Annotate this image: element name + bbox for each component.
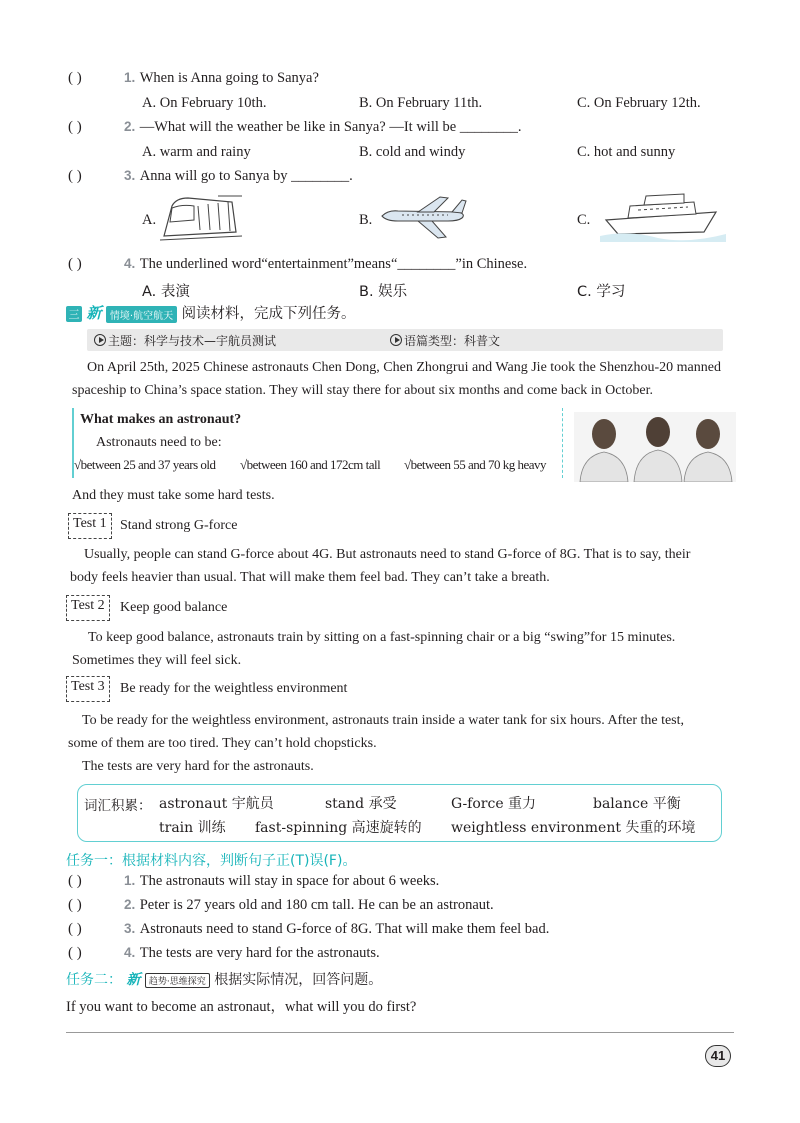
vocab-weightless: weightless environment 失重的环境 <box>451 820 696 836</box>
vocab-label: 词汇积累： <box>84 798 152 814</box>
astronauts-photo <box>574 412 736 482</box>
question-3 <box>124 168 353 185</box>
question-1 <box>124 70 319 87</box>
play-icon <box>390 334 402 346</box>
closing-line: The tests are very hard for the astronauts. <box>82 759 314 774</box>
question-number: 4. <box>124 256 136 271</box>
question-number: 3. <box>124 168 136 183</box>
q4-option-b: B. 娱乐 <box>359 284 408 300</box>
question-2 <box>124 119 521 136</box>
test-2-label: Test 2 <box>66 595 110 621</box>
q1-option-c: C. On February 12th. <box>577 95 701 111</box>
vocab-astronaut: astronaut 宇航员 <box>159 796 274 812</box>
q4-option-a: A. 表演 <box>142 284 190 300</box>
train-icon <box>158 192 246 244</box>
answer-paren-q3: ( ) <box>68 168 82 184</box>
requirement-height: √between 160 and 172cm tall <box>240 457 381 472</box>
answer-paren-t4: ( ) <box>68 945 82 961</box>
q3-option-b: B. <box>359 212 373 228</box>
airplane-icon <box>378 194 468 240</box>
task-2-header <box>66 969 382 989</box>
question-text: Anna will go to Sanya by ________. <box>139 168 353 184</box>
test-2-line-1: To keep good balance, astronauts train by sitting on a fast-spinning chair or a big “swing”for 15 minutes. <box>88 630 676 645</box>
answer-paren-q4: ( ) <box>68 256 82 272</box>
section-number: 三 <box>66 306 82 322</box>
q2-option-b: B. cold and windy <box>359 144 466 160</box>
new-mark: 新 <box>86 304 102 322</box>
task-1-title: 任务一：根据材料内容，判断句子正(T)误(F)。 <box>66 853 357 869</box>
box-right-border <box>562 408 563 478</box>
new-mark: 新 <box>126 972 141 988</box>
question-text: The underlined word“entertainment”means“________”in Chinese. <box>139 256 528 272</box>
q4-option-c: C. 学习 <box>577 284 626 300</box>
test-1-line-2: body feels heavier than usual. That will make them feel bad. They can’t take a breath. <box>70 570 550 585</box>
footer-divider <box>66 1032 734 1033</box>
q3-option-a: A. <box>142 212 157 228</box>
test-2-title: Keep good balance <box>120 600 228 615</box>
answer-paren-t2: ( ) <box>68 897 82 913</box>
question-text: When is Anna going to Sanya? <box>139 70 319 86</box>
q1-option-b: B. On February 11th. <box>359 95 483 111</box>
q2-option-c: C. hot and sunny <box>577 144 676 160</box>
test-3-label: Test 3 <box>66 676 110 702</box>
requirement-age: √between 25 and 37 years old <box>74 457 216 472</box>
test-3-line-1: To be ready for the weightless environment, astronauts train inside a water tank for six hours. After the test, <box>82 713 685 728</box>
task-2-title: 任务二： <box>66 972 122 988</box>
task-2-instruction: 根据实际情况，回答问题。 <box>214 972 383 988</box>
intro-line-2: spaceship to China’s space station. They will stay there for about six months and come back in October. <box>72 383 653 398</box>
requirements-intro: Astronauts need to be: <box>96 435 222 450</box>
intro-line-1: On April 25th, 2025 Chinese astronauts Chen Dong, Chen Zhongrui and Wang Jie took the Shenzhou-20 manned <box>87 360 721 375</box>
vocab-fast-spinning: fast-spinning 高速旋转的 <box>255 820 422 836</box>
task-2-question: If you want to become an astronaut，what will you do first? <box>66 999 417 1015</box>
answer-paren-q2: ( ) <box>68 119 82 135</box>
question-text: —What will the weather be like in Sanya? —It will be ________. <box>139 119 522 135</box>
section-title: 阅读材料，完成下列任务。 <box>181 306 356 322</box>
section-badge: 情境·航空航天 <box>106 306 177 323</box>
q1-option-a: A. On February 10th. <box>142 95 267 111</box>
test-3-line-2: some of them are too tired. They can’t hold chopsticks. <box>68 736 377 751</box>
ship-icon <box>598 190 728 244</box>
q2-option-a: A. warm and rainy <box>142 144 251 160</box>
requirement-weight: √between 55 and 70 kg heavy <box>404 457 547 472</box>
play-icon <box>94 334 106 346</box>
answer-paren-q1: ( ) <box>68 70 82 86</box>
test-1-line-1: Usually, people can stand G-force about 4G. But astronauts need to stand G-force of 8G. That is to say, their <box>84 547 691 562</box>
vocab-g-force: G-force 重力 <box>451 796 537 812</box>
hard-tests-line: And they must take some hard tests. <box>72 488 275 503</box>
task-2-badge: 趋势·思维探究 <box>145 973 210 988</box>
topic-label: 主题：科学与技术—宇航员测试 <box>94 332 276 349</box>
vocab-stand: stand 承受 <box>325 796 397 812</box>
task-1-statement-4: 4. The tests are very hard for the astronauts. <box>124 945 380 961</box>
test-1-title: Stand strong G-force <box>120 518 238 533</box>
answer-paren-t3: ( ) <box>68 921 82 937</box>
test-1-label: Test 1 <box>68 513 112 539</box>
page-number: 41 <box>705 1045 731 1067</box>
q3-option-c: C. <box>577 212 591 228</box>
section-3-header <box>66 302 356 323</box>
vocab-balance: balance 平衡 <box>593 796 681 812</box>
test-2-line-2: Sometimes they will feel sick. <box>72 653 242 668</box>
question-4 <box>124 256 527 273</box>
task-1-statement-2: 2. Peter is 27 years old and 180 cm tall. He can be an astronaut. <box>124 897 494 913</box>
what-makes-title: What makes an astronaut? <box>80 412 242 427</box>
task-1-statement-3: 3. Astronauts need to stand G-force of 8G. That will make them feel bad. <box>124 921 550 937</box>
question-number: 2. <box>124 119 136 134</box>
question-number: 1. <box>124 70 136 85</box>
answer-paren-t1: ( ) <box>68 873 82 889</box>
task-1-statement-1: 1. The astronauts will stay in space for about 6 weeks. <box>124 873 440 889</box>
genre-label: 语篇类型：科普文 <box>390 332 500 349</box>
vocab-train: train 训练 <box>159 820 226 836</box>
test-3-title: Be ready for the weightless environment <box>120 681 348 696</box>
